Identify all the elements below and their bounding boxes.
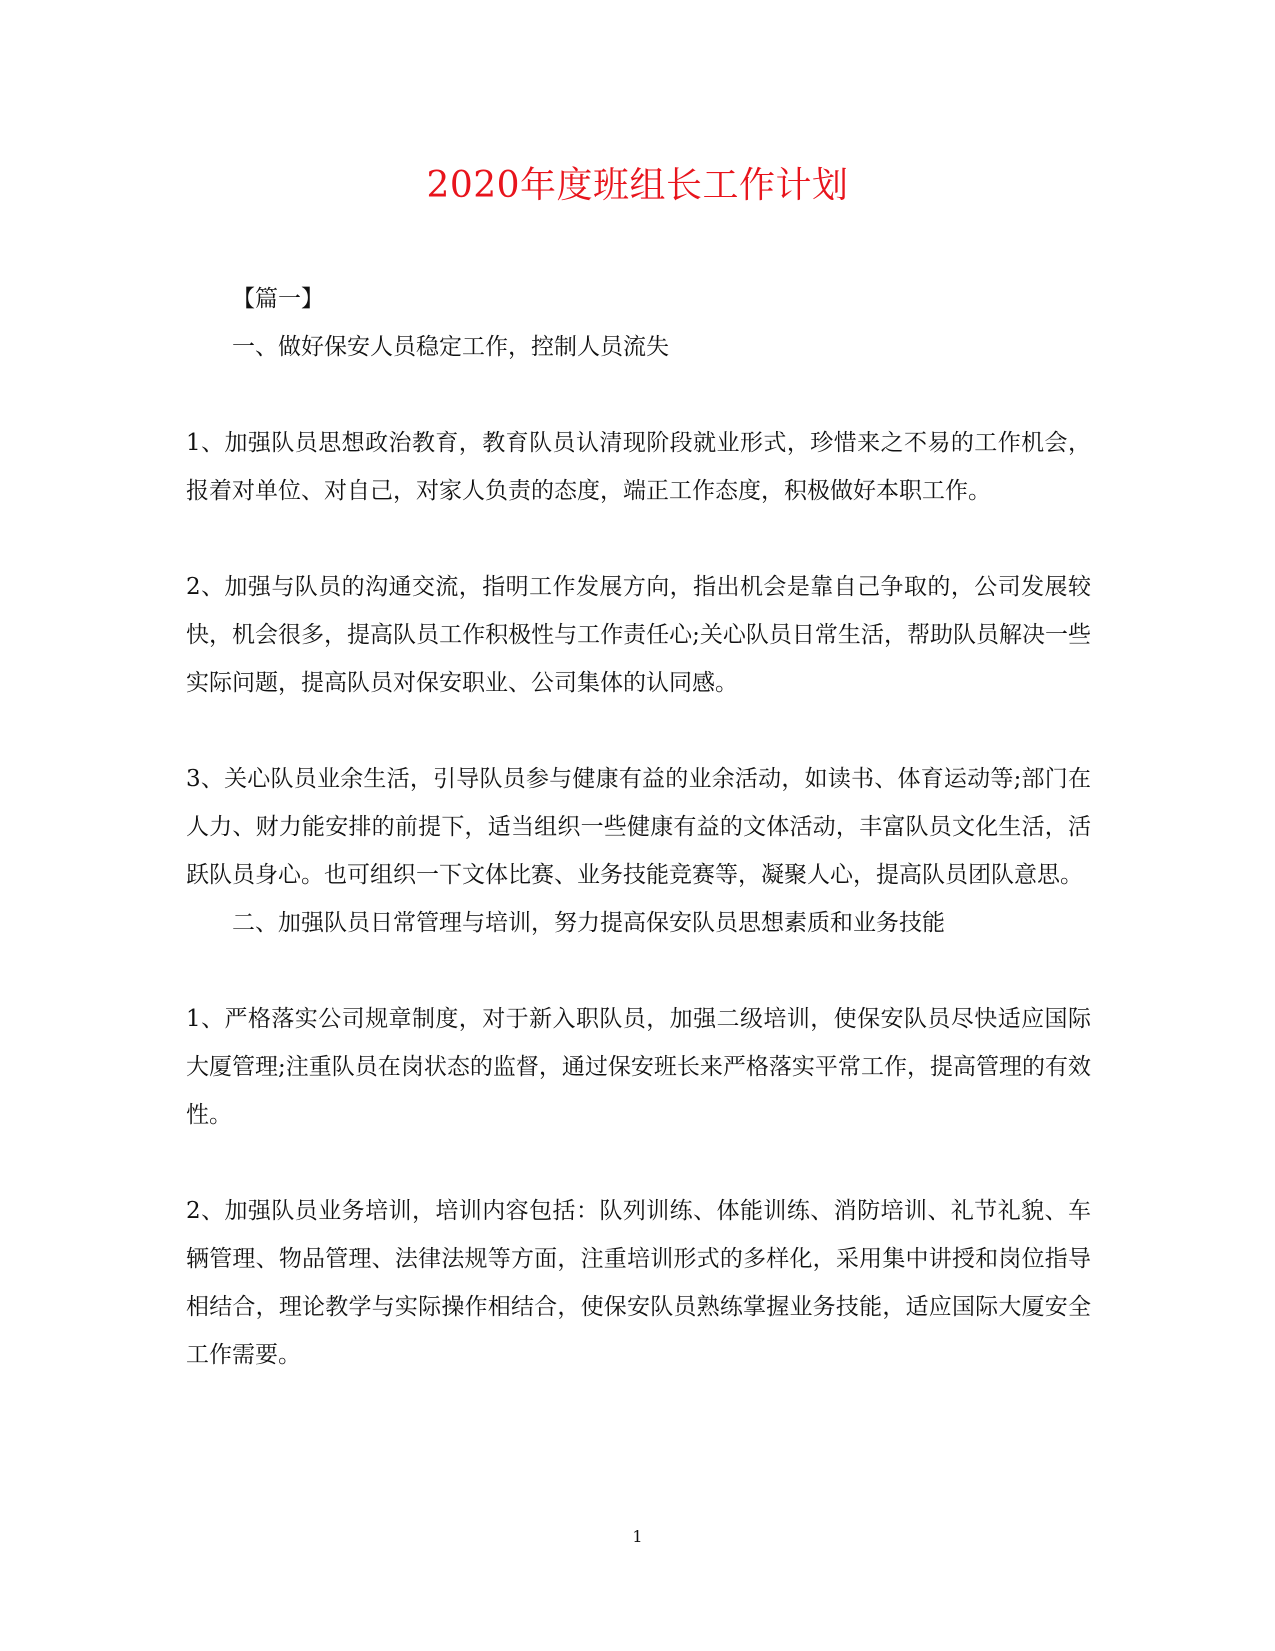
paragraph-1-3: 3、关心队员业余生活，引导队员参与健康有益的业余活动，如读书、体育运动等;部门在人力、财力能安排的前提下，适当组织一些健康有益的文体活动，丰富队员文化生活，活跃队员身心。也可组织一下文体比赛、业务技能竞赛等，凝聚人心，提高队员团队意思。	[186, 766, 1091, 888]
paragraph-1-1: 1、加强队员思想政治教育，教育队员认清现阶段就业形式，珍惜来之不易的工作机会，报着对单位、对自己，对家人负责的态度，端正工作态度，积极做好本职工作。	[186, 430, 1091, 504]
page-number: 1	[632, 1527, 643, 1546]
document-title: 2020年度班组长工作计划	[426, 165, 849, 206]
document-body	[186, 275, 1091, 1379]
section-label: 【篇一】	[232, 286, 324, 312]
paragraph-2-2: 2、加强队员业务培训，培训内容包括：队列训练、体能训练、消防培训、礼节礼貌、车辆管理、物品管理、法律法规等方面，注重培训形式的多样化，采用集中讲授和岗位指导相结合，理论教学与实际操作相结合，使保安队员熟练掌握业务技能，适应国际大厦安全工作需要。	[186, 1198, 1091, 1368]
heading-2: 二、加强队员日常管理与培训，努力提高保安队员思想素质和业务技能	[232, 910, 945, 936]
paragraph-1-2: 2、加强与队员的沟通交流，指明工作发展方向，指出机会是靠自己争取的，公司发展较快，机会很多，提高队员工作积极性与工作责任心;关心队员日常生活，帮助队员解决一些实际问题，提高队员对保安职业、公司集体的认同感。	[186, 574, 1091, 696]
heading-1: 一、做好保安人员稳定工作，控制人员流失	[232, 334, 669, 360]
paragraph-2-1: 1、严格落实公司规章制度，对于新入职队员，加强二级培训，使保安队员尽快适应国际大厦管理;注重队员在岗状态的监督，通过保安班长来严格落实平常工作，提高管理的有效性。	[186, 1006, 1091, 1128]
